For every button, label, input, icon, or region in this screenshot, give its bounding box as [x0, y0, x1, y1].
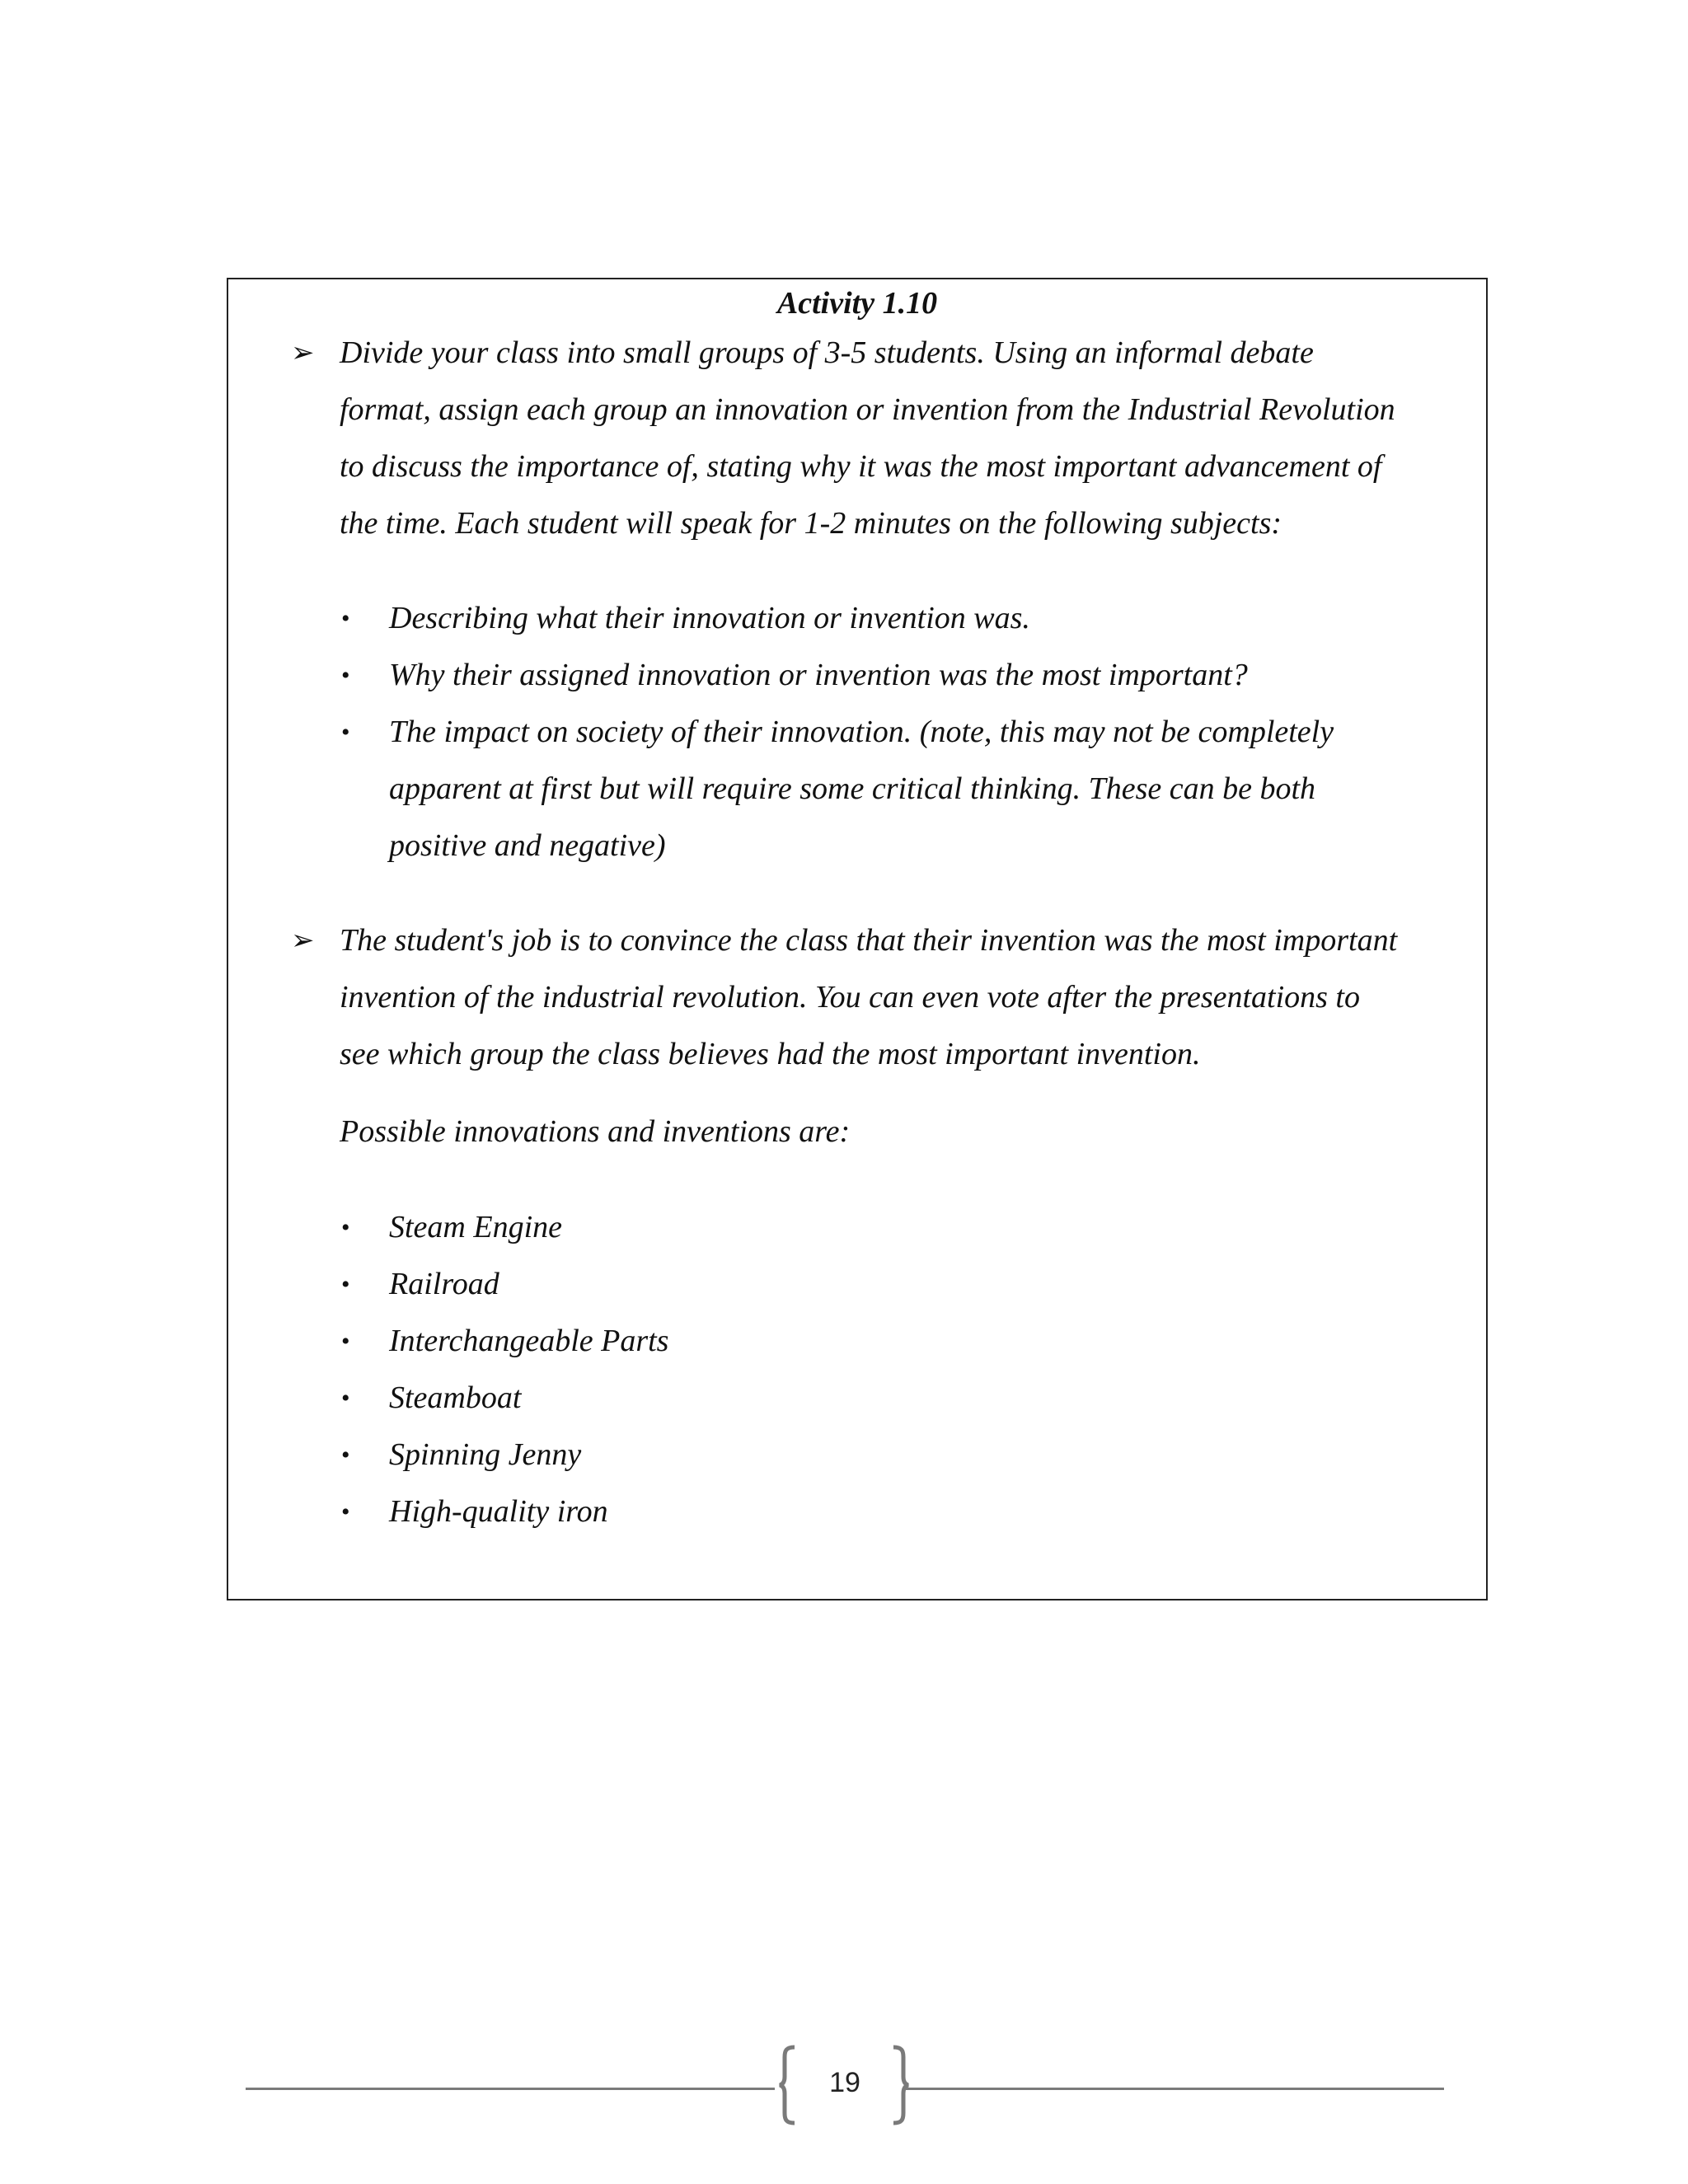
- bullet-dot-icon: •: [341, 1498, 350, 1526]
- list-item: Why their assigned innovation or invention was the most important?: [389, 658, 1248, 692]
- bullet-dot-icon: •: [341, 719, 350, 746]
- list-item: Steamboat: [389, 1380, 522, 1415]
- arrow-bullet-icon: ➢: [291, 338, 315, 368]
- page-footer: [0, 2044, 1688, 2126]
- paragraph-line: Divide your class into small groups of 3-5 students. Using an informal debate: [340, 335, 1314, 370]
- list-item-continuation: apparent at first but will require some critical thinking. These can be both: [389, 771, 1316, 806]
- list-intro: Possible innovations and inventions are:: [340, 1114, 851, 1149]
- list-item: Railroad: [389, 1267, 499, 1301]
- footer-rule-left: [246, 2088, 775, 2090]
- bullet-dot-icon: •: [341, 1328, 350, 1355]
- bullet-dot-icon: •: [341, 1271, 350, 1298]
- left-curly-bracket-icon: [778, 2044, 798, 2126]
- paragraph-line: to discuss the importance of, stating why it was the most important advancement of: [340, 449, 1382, 484]
- paragraph-line: the time. Each student will speak for 1-2 minutes on the following subjects:: [340, 506, 1282, 541]
- paragraph-line: The student's job is to convince the class that their invention was the most important: [340, 923, 1398, 958]
- list-item: The impact on society of their innovation. (note, this may not be completely: [389, 715, 1334, 749]
- bullet-dot-icon: •: [341, 1385, 350, 1412]
- paragraph-line: see which group the class believes had the most important invention.: [340, 1037, 1201, 1071]
- right-curly-bracket-icon: [890, 2044, 910, 2126]
- activity-title: Activity 1.10: [776, 286, 938, 321]
- footer-rule-right: [903, 2088, 1444, 2090]
- bullet-dot-icon: •: [341, 1441, 350, 1469]
- list-item-continuation: positive and negative): [389, 828, 666, 863]
- list-item: Spinning Jenny: [389, 1437, 582, 1472]
- bullet-dot-icon: •: [341, 662, 350, 689]
- list-item: High-quality iron: [389, 1494, 608, 1529]
- bullet-dot-icon: •: [341, 1214, 350, 1241]
- page-number: 19: [829, 2067, 860, 2098]
- activity-box: [227, 278, 1488, 1601]
- bullet-dot-icon: •: [341, 605, 350, 632]
- arrow-bullet-icon: ➢: [291, 926, 315, 956]
- list-item: Steam Engine: [389, 1210, 563, 1244]
- list-item: Interchangeable Parts: [389, 1324, 669, 1358]
- paragraph-line: invention of the industrial revolution. You can even vote after the presentations to: [340, 980, 1360, 1015]
- paragraph-line: format, assign each group an innovation or invention from the Industrial Revolution: [340, 392, 1395, 427]
- list-item: Describing what their innovation or invention was.: [389, 601, 1030, 635]
